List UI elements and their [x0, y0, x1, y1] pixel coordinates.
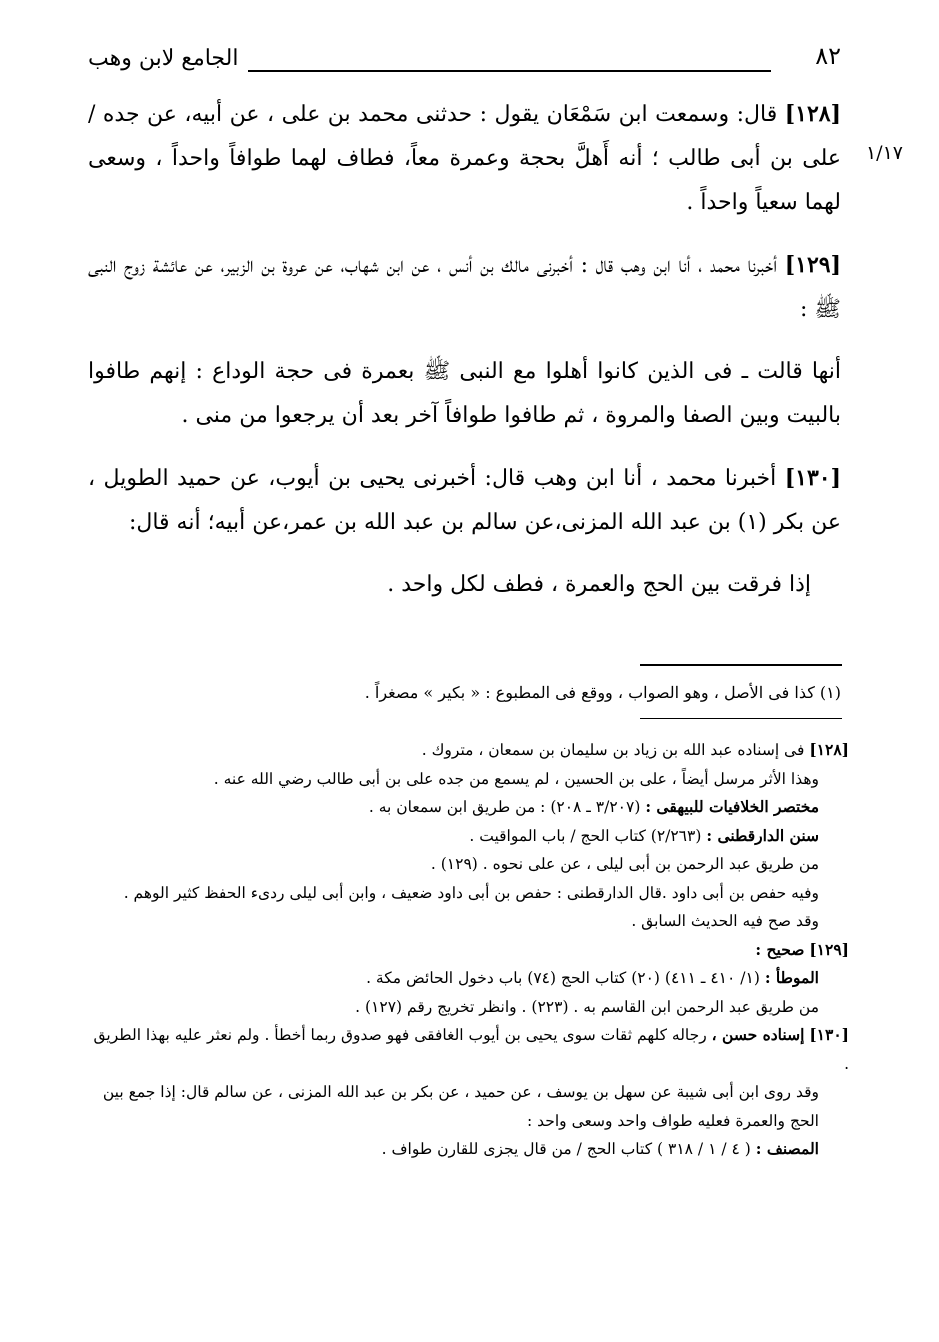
note-128-line — [88, 736, 849, 765]
note-label: [١٢٨] — [809, 740, 849, 759]
note-text: وفيه حفص بن أبى داود .قال الدارقطنى : حفص بن أبى داود ضعيف ، وابن أبى ليلى ردىء الحفظ كثير الوهم . — [123, 883, 819, 902]
hadith-129-matn: أنها قالت ـ فى الذين كانوا أهلوا مع النبى ﷺ بعمرة فى حجة الوداع : إنهم طافوا بالبيت وبين الصفا والمروة ، ثم طافوا طوافاً آخر بعد أن يرجعوا من منى . — [88, 359, 841, 428]
manuscript-folio-note: ١/١٧ — [865, 142, 903, 164]
note-source — [88, 793, 849, 822]
running-title: الجامع لابن وهب — [88, 46, 239, 71]
source-ref: (١/ ٤١٠ ـ ٤١١) (٢٠) كتاب الحج (٧٤) باب دخول الحائض مكة . — [366, 969, 760, 987]
source-title: المصنف : — [755, 1139, 819, 1158]
hadith-text: أخبرنا محمد ، أنا ابن وهب قال : أخبرنى مالك بن أنس ، عن ابن شهاب، عن عروة بن الزبير، عن عائشة زوج النبى ﷺ : — [88, 253, 841, 322]
hadith-130-matn: إذا فرقت بين الحج والعمرة ، فطف لكل واحد . — [387, 572, 811, 597]
source-title: الموطأ : — [764, 968, 819, 987]
note-label: [١٣٠] — [809, 1025, 849, 1044]
source-ref: (٢/٢٦٣) كتاب الحج / باب المواقيت . — [469, 826, 702, 845]
note-text: رجاله كلهم ثقات سوى يحيى بن أيوب الغافقى فهو صدوق ربما أخطأ . ولم نعثر عليه بهذا الطريق . — [93, 1026, 849, 1073]
note-source — [88, 964, 849, 993]
note-text: من طريق عبد الرحمن ابن القاسم به . (٢٢٣) . وانظر تخريج رقم (١٢٧) . — [355, 997, 819, 1016]
note-grade: إسناده حسن ، — [711, 1025, 805, 1044]
page-number: ٨٢ — [815, 42, 841, 70]
main-text — [88, 92, 841, 625]
hadith-text: أخبرنا محمد ، أنا ابن وهب قال: أخبرنى يحيى بن أيوب، عن حميد الطويل ، عن بكر (١) بن عبد الله المزنى،عن سالم بن عبد الله بن عمر،عن أبيه؛ أنه قال: — [88, 466, 841, 535]
note-grade: صحيح : — [755, 939, 805, 959]
note-text: وقد صح فيه الحديث السابق . — [631, 912, 819, 930]
source-title: مختصر الخلافيات للبيهقى : — [645, 797, 819, 816]
note-text: فى إسناده عبد الله بن زياد بن سليمان بن سمعان ، متروك . — [421, 741, 805, 759]
footnote-rule — [640, 664, 842, 666]
source-ref: (٣/٢٠٧ ـ ٢٠٨) : من طريق ابن سمعان به . — [368, 798, 641, 816]
source-ref: ( ٤ / ١ / ٣١٨ ) كتاب الحج / من قال يجزى للقارن طواف . — [381, 1140, 751, 1158]
note-source — [88, 1135, 849, 1164]
hadith-128 — [88, 92, 841, 225]
note-text: من طريق عبد الرحمن بن أبى ليلى ، عن على نحوه . (١٢٩) . — [430, 855, 819, 873]
header-rule — [248, 70, 771, 72]
source-title: سنن الدارقطنى : — [706, 825, 819, 845]
page-header — [88, 42, 841, 82]
hadith-129 — [88, 243, 841, 332]
note-text: وقد روى ابن أبى شيبة عن سهل بن يوسف ، عن حميد ، عن بكر بن عبد الله المزنى ، عن سالم قال: إذا جمع بين الحج والعمرة فعليه طواف واحد وسعى واحد : — [102, 1083, 819, 1130]
footnote-rule-bottom — [640, 718, 842, 719]
note-text: وهذا الأثر مرسل أيضاً ، على بن الحسين ، لم يسمع من جده على بن أبى طالب رضي الله عنه . — [213, 769, 819, 788]
takhrij-notes — [88, 736, 849, 1164]
note-129-line — [88, 936, 849, 965]
hadith-number: [١٢٩] — [784, 252, 841, 278]
hadith-130 — [88, 456, 841, 545]
note-source — [88, 822, 849, 851]
hadith-text: قال: وسمعت ابن سَمْعَان يقول : حدثنى محمد بن على ، عن أبيه، عن جده / على بن أبى طالب ؛ أنه أَهلَّ بحجة وعمرة معاً، فطاف لهما طوافاً واحداً ، وسعى لهما سعياً واحداً . — [88, 102, 841, 215]
footnote: (١) كذا فى الأصل ، وهو الصواب ، ووقع فى المطبوع : « بكير » مصغراً . — [364, 683, 841, 702]
hadith-number: [١٣٠] — [784, 465, 841, 491]
hadith-number: [١٢٨] — [784, 101, 841, 127]
note-label: [١٢٩] — [809, 939, 849, 959]
note-130-line — [88, 1021, 849, 1078]
